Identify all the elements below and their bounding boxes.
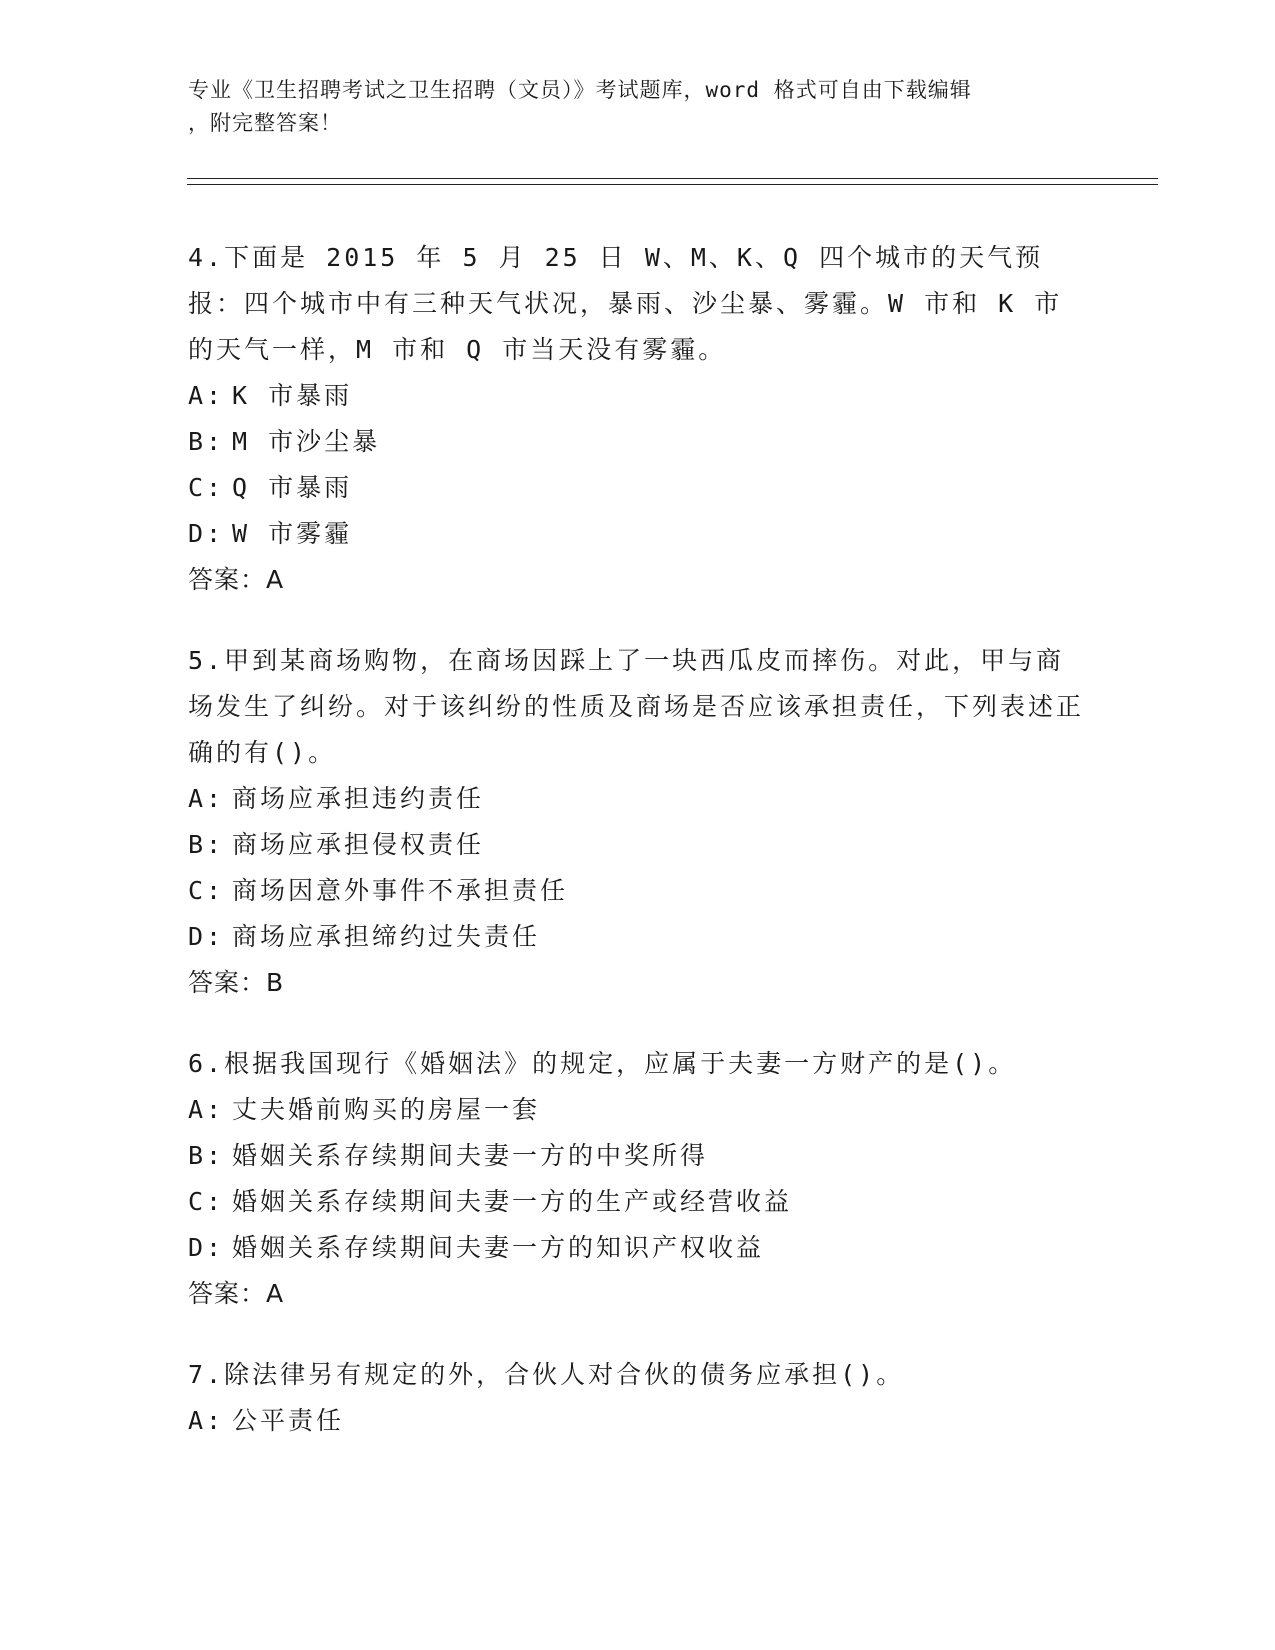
answer: 答案：A (188, 1279, 285, 1308)
option-text: 婚姻关系存续期间夫妻一方的生产或经营收益 (232, 1187, 793, 1216)
header-divider-bottom (187, 184, 1158, 185)
option-a (188, 776, 1088, 822)
option-key: B: (188, 830, 225, 859)
option-c (188, 465, 1088, 511)
option-key: C: (188, 473, 225, 502)
question-4 (188, 235, 1088, 603)
question-7 (188, 1352, 1088, 1444)
option-b (188, 419, 1088, 465)
option-text: 丈夫婚前购买的房屋一套 (232, 1095, 541, 1124)
option-c (188, 1179, 1088, 1225)
option-a (188, 1087, 1088, 1133)
answer: 答案：A (188, 565, 285, 594)
option-text: 商场应承担侵权责任 (232, 830, 485, 859)
document-header (188, 74, 1088, 140)
option-text: 婚姻关系存续期间夫妻一方的知识产权收益 (232, 1233, 765, 1262)
option-text: M 市沙尘暴 (232, 427, 381, 456)
question-stem: 5.甲到某商场购物，在商场因踩上了一块西瓜皮而摔伤。对此，甲与商场发生了纠纷。对于该纠纷的性质及商场是否应该承担责任，下列表述正确的有()。 (188, 646, 1085, 767)
option-key: A: (188, 1095, 225, 1124)
header-line-1: 专业《卫生招聘考试之卫生招聘（文员）》考试题库，word 格式可自由下载编辑 (188, 78, 972, 102)
option-b (188, 1133, 1088, 1179)
option-key: C: (188, 1187, 225, 1216)
option-a (188, 373, 1088, 419)
option-key: B: (188, 427, 225, 456)
option-d (188, 1225, 1088, 1271)
option-text: K 市暴雨 (232, 381, 353, 410)
option-text: Q 市暴雨 (232, 473, 353, 502)
question-6 (188, 1041, 1088, 1317)
option-text: 婚姻关系存续期间夫妻一方的中奖所得 (232, 1141, 709, 1170)
question-stem: 4.下面是 2015 年 5 月 25 日 W、M、K、Q 四个城市的天气预报：四个城市中有三种天气状况，暴雨、沙尘暴、雾霾。W 市和 K 市的天气一样，M 市和 Q 市当天没有雾霾。 (188, 243, 1063, 364)
option-text: W 市雾霾 (232, 519, 353, 548)
header-line-2: ，附完整答案！ (188, 111, 342, 135)
option-text: 商场应承担缔约过失责任 (232, 922, 541, 951)
option-key: D: (188, 519, 225, 548)
option-text: 商场因意外事件不承担责任 (232, 876, 569, 905)
option-c (188, 868, 1088, 914)
option-d (188, 914, 1088, 960)
option-key: A: (188, 784, 225, 813)
option-key: A: (188, 381, 225, 410)
option-text: 公平责任 (232, 1406, 345, 1435)
answer: 答案：B (188, 968, 285, 997)
option-a (188, 1398, 1088, 1444)
option-key: C: (188, 876, 225, 905)
option-b (188, 822, 1088, 868)
question-stem: 6.根据我国现行《婚姻法》的规定，应属于夫妻一方财产的是()。 (188, 1049, 1017, 1078)
option-key: A: (188, 1406, 225, 1435)
question-list (188, 235, 1088, 1479)
option-key: D: (188, 922, 225, 951)
option-text: 商场应承担违约责任 (232, 784, 485, 813)
question-5 (188, 638, 1088, 1006)
option-key: B: (188, 1141, 225, 1170)
option-d (188, 511, 1088, 557)
question-stem: 7.除法律另有规定的外，合伙人对合伙的债务应承担()。 (188, 1360, 905, 1389)
option-key: D: (188, 1233, 225, 1262)
header-divider-top (187, 178, 1158, 179)
